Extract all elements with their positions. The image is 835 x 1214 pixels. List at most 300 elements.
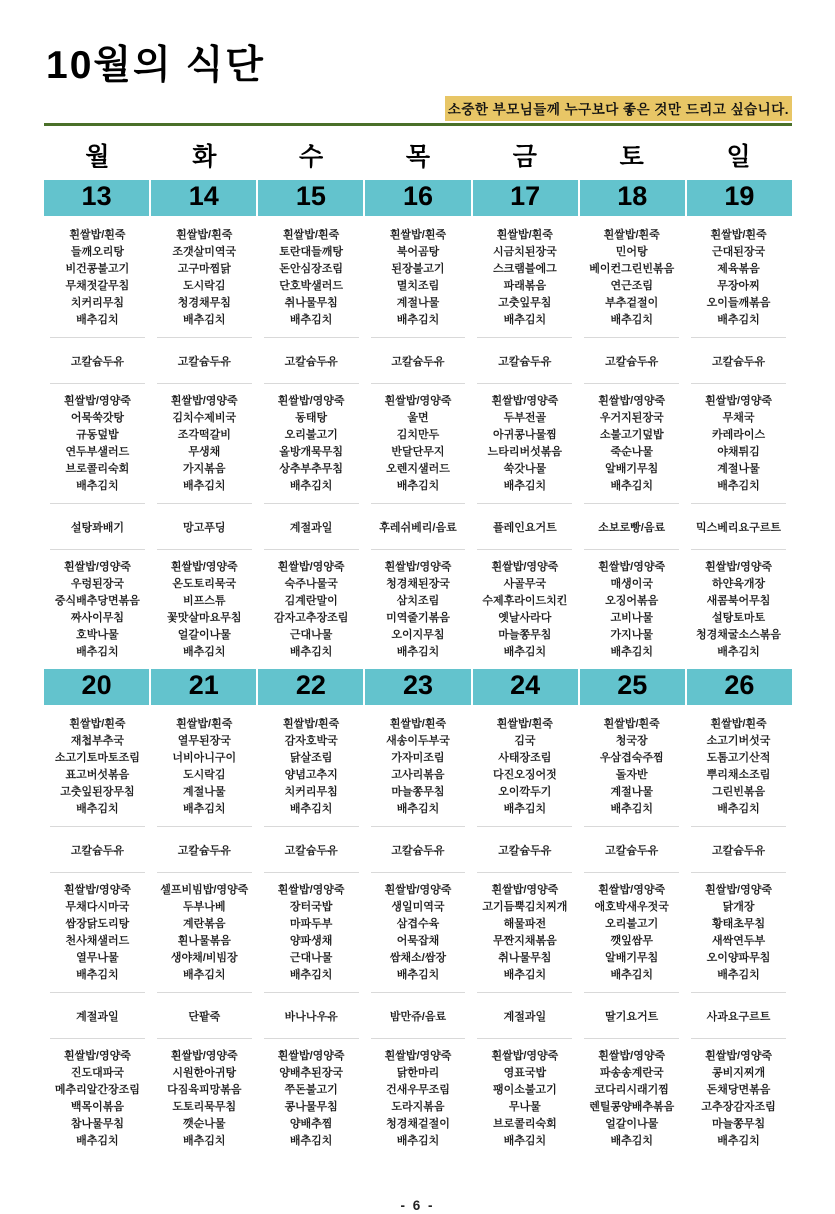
- meal-item: 흰쌀밥/영양죽: [384, 395, 452, 407]
- meal-item: 소불고기덮밥: [599, 429, 664, 441]
- meal-item: 고비나물: [610, 612, 653, 624]
- snack-cell: 딸기요거트: [584, 992, 679, 1039]
- meal-item: 들깨오리탕: [70, 246, 124, 258]
- date-cell: 17: [473, 180, 578, 216]
- snack-cell: 소보로빵/음료: [584, 503, 679, 550]
- meal-item: 배추김치: [289, 803, 333, 815]
- meal-item: 셀프비빔밥/영양죽: [160, 884, 249, 896]
- meal-item: 근대된장국: [711, 246, 766, 258]
- meal-item: 흰쌀밥/영양죽: [277, 1050, 345, 1062]
- meal-item: 흰쌀밥/흰죽: [389, 718, 447, 730]
- meal-item: 흰쌀밥/흰죽: [176, 229, 233, 241]
- meal-cell: [685, 707, 792, 826]
- meal-item: 알배기무침: [605, 463, 659, 475]
- meal-item: 사골무국: [503, 578, 547, 590]
- snack-cell: 계절과일: [477, 992, 572, 1039]
- meal-item: 양배추된장국: [279, 1067, 344, 1079]
- meal-item: 청국장: [615, 735, 648, 747]
- meal-item: 반달단무지: [391, 446, 445, 458]
- meal-item: 멸치조림: [396, 280, 440, 292]
- snack-cell: 고칼슘두유: [477, 337, 572, 384]
- meal-item: 흰쌀밥/영양죽: [491, 395, 559, 407]
- meal-item: 흰쌀밥/영양죽: [384, 884, 452, 896]
- page-number: - 6 -: [400, 1198, 435, 1213]
- meal-item: 숙주나물국: [284, 578, 338, 590]
- day-header-cell: 금: [512, 143, 537, 171]
- meal-item: 북어곰탕: [396, 246, 440, 258]
- meal-item: 무채다시마국: [65, 901, 130, 913]
- meal-cell: [578, 1039, 685, 1158]
- green-divider: [44, 123, 792, 126]
- meal-item: 흰쌀밥/영양죽: [170, 561, 238, 573]
- meal-item: 흰쌀밥/흰죽: [710, 229, 767, 241]
- meal-item: 부추겉절이: [605, 297, 659, 309]
- meal-item: 김치수제비국: [172, 412, 237, 424]
- meal-item: 오렌지샐러드: [386, 463, 450, 475]
- meal-item: 도시락김: [183, 280, 226, 292]
- meal-item: 흰쌀밥/영양죽: [277, 884, 345, 896]
- meal-item: 야채튀김: [717, 446, 760, 458]
- meal-item: 연근조림: [610, 280, 653, 292]
- lunch-row: [44, 384, 792, 503]
- meal-item: 흰쌀밥/영양죽: [705, 1050, 772, 1062]
- meal-item: 배추김치: [289, 969, 333, 981]
- meal-item: 짜사이무침: [70, 612, 124, 624]
- meal-item: 조각떡갈비: [177, 429, 231, 441]
- meal-item: 황태초무침: [711, 918, 766, 930]
- meal-cell: [685, 1039, 792, 1158]
- meal-cell: [471, 873, 578, 992]
- day-header-cell: 수: [299, 143, 324, 171]
- meal-cell: [578, 873, 685, 992]
- meal-item: 백목이볶음: [70, 1101, 124, 1113]
- meal-item: 배추김치: [503, 1135, 547, 1147]
- meal-item: 배추김치: [503, 803, 547, 815]
- snack-cell: 설탕꽈배기: [50, 503, 145, 550]
- meal-item: 비건콩불고기: [65, 263, 130, 275]
- meal-item: 도톰고기산적: [706, 752, 771, 764]
- meal-item: 닭살조림: [289, 752, 333, 764]
- meal-item: 배추김치: [610, 480, 653, 492]
- meal-item: 시원한아귀탕: [172, 1067, 237, 1079]
- meal-item: 배추김치: [183, 480, 226, 492]
- meal-cell: [258, 218, 365, 337]
- meal-item: 고추장감자조림: [701, 1101, 776, 1113]
- meal-item: 흰쌀밥/영양죽: [705, 561, 772, 573]
- meal-item: 꽃맛살마요무침: [167, 612, 242, 624]
- meal-cell: [44, 707, 151, 826]
- date-cell: 25: [580, 669, 685, 705]
- meal-item: 흰쌀밥/영양죽: [598, 395, 666, 407]
- meal-item: 흰쌀밥/영양죽: [491, 561, 559, 573]
- meal-item: 계절나물: [717, 463, 760, 475]
- meal-item: 흰쌀밥/흰죽: [603, 229, 660, 241]
- meal-item: 다짐육피망볶음: [167, 1084, 242, 1096]
- meal-item: 계절나물: [610, 786, 653, 798]
- meal-item: 김치만두: [396, 429, 440, 441]
- meal-item: 계절나물: [183, 786, 226, 798]
- meal-cell: [151, 707, 258, 826]
- meal-item: 하얀육개장: [711, 578, 766, 590]
- meal-item: 애호박새우젓국: [594, 901, 669, 913]
- meal-item: 흰쌀밥/영양죽: [705, 884, 772, 896]
- meal-item: 뿌리채소조림: [706, 769, 771, 781]
- meal-item: 온도토리묵국: [172, 578, 237, 590]
- meal-cell: [471, 1039, 578, 1158]
- meal-item: 고춧잎된장무침: [60, 786, 135, 798]
- subtitle-banner: 소중한 부모님들께 누구보다 좋은 것만 드리고 싶습니다.: [445, 96, 792, 121]
- breakfast-row: [44, 218, 792, 337]
- meal-item: 카레라이스: [711, 429, 766, 441]
- meal-item: 무장아찌: [717, 280, 760, 292]
- meal-item: 김국: [514, 735, 536, 747]
- meal-item: 배추김치: [717, 646, 760, 658]
- meal-cell: [44, 1039, 151, 1158]
- meal-item: 도라지볶음: [391, 1101, 445, 1113]
- meal-item: 배추김치: [396, 646, 440, 658]
- meal-item: 닭개장: [722, 901, 755, 913]
- meal-item: 천사채샐러드: [65, 935, 130, 947]
- meal-item: 상추부추무침: [279, 463, 344, 475]
- meal-cell: [578, 218, 685, 337]
- meal-item: 규동덮밥: [76, 429, 119, 441]
- meal-item: 시금치된장국: [492, 246, 557, 258]
- meal-item: 비프스튜: [183, 595, 226, 607]
- meal-item: 고사리볶음: [391, 769, 445, 781]
- meal-item: 콩비지찌개: [711, 1067, 766, 1079]
- meal-item: 두부전골: [503, 412, 547, 424]
- meal-item: 호박나물: [76, 629, 119, 641]
- meal-item: 다진오징어젓: [492, 769, 557, 781]
- meal-item: 마파두부: [289, 918, 333, 930]
- meal-item: 소고기토마토조림: [54, 752, 140, 764]
- meal-cell: [151, 873, 258, 992]
- meal-item: 참나물무침: [70, 1118, 124, 1130]
- meal-item: 콩나물무침: [284, 1101, 338, 1113]
- day-header-cell: 화: [192, 143, 217, 171]
- snack-cell: 고칼슘두유: [157, 826, 252, 873]
- snack-cell: 플레인요거트: [477, 503, 572, 550]
- meal-item: 배추김치: [717, 803, 760, 815]
- meal-item: 흰쌀밥/영양죽: [384, 561, 452, 573]
- meal-item: 배추김치: [396, 803, 440, 815]
- meal-item: 아귀콩나물찜: [492, 429, 557, 441]
- meal-item: 배추김치: [717, 1135, 760, 1147]
- meal-item: 도시락김: [183, 769, 226, 781]
- meal-item: 배추김치: [289, 646, 333, 658]
- meal-item: 조갯살미역국: [172, 246, 237, 258]
- date-cell: 16: [365, 180, 470, 216]
- meal-item: 배추김치: [76, 480, 119, 492]
- meal-item: 흰쌀밥/흰죽: [389, 229, 447, 241]
- meal-item: 돌자반: [615, 769, 648, 781]
- meal-item: 오이양파무침: [706, 952, 771, 964]
- meal-item: 흰쌀밥/영양죽: [64, 561, 131, 573]
- meal-item: 흰쌀밥/흰죽: [283, 718, 340, 730]
- day-header-cell: 목: [405, 143, 431, 171]
- meal-item: 양념고추지: [284, 769, 338, 781]
- meal-item: 흰쌀밥/영양죽: [598, 1050, 666, 1062]
- day-header-cell: 토: [619, 143, 644, 171]
- meal-item: 토란대들깨탕: [279, 246, 344, 258]
- meal-item: 삼겹수육: [396, 918, 440, 930]
- meal-item: 치커리무침: [70, 297, 124, 309]
- date-cell: 21: [151, 669, 256, 705]
- meal-item: 얼갈이나물: [605, 1118, 659, 1130]
- meal-item: 쌈장닭도리탕: [65, 918, 130, 930]
- lunch-row: [44, 873, 792, 992]
- date-cell: 22: [258, 669, 363, 705]
- snack-cell: 고칼슘두유: [371, 826, 466, 873]
- meal-cell: [258, 550, 365, 669]
- meal-cell: [471, 707, 578, 826]
- meal-item: 배추김치: [76, 969, 119, 981]
- morning_snack-row: [44, 826, 792, 873]
- meal-item: 배추김치: [76, 803, 119, 815]
- meal-cell: [151, 218, 258, 337]
- snack-cell: 고칼슘두유: [691, 826, 786, 873]
- meal-item: 메추리알간장조림: [54, 1084, 140, 1096]
- meal-item: 팽이소불고기: [492, 1084, 557, 1096]
- meal-item: 배추김치: [183, 969, 226, 981]
- meal-item: 고구마찜닭: [177, 263, 231, 275]
- meal-item: 계절나물: [396, 297, 440, 309]
- meal-item: 근대나물: [289, 952, 333, 964]
- meal-cell: [44, 550, 151, 669]
- meal-item: 스크램블에그: [492, 263, 557, 275]
- meal-item: 배추김치: [76, 646, 119, 658]
- meal-item: 해물파전: [503, 918, 547, 930]
- snack-cell: 고칼슘두유: [50, 337, 145, 384]
- meal-item: 느타리버섯볶음: [487, 446, 563, 458]
- meal-item: 수제후라이드치킨: [482, 595, 568, 607]
- meal-item: 흰쌀밥/영양죽: [384, 1050, 452, 1062]
- meal-item: 무생채: [188, 446, 221, 458]
- meal-item: 파송송계란국: [599, 1067, 664, 1079]
- meal-item: 무채젓갈무침: [65, 280, 130, 292]
- meal-item: 배추김치: [610, 969, 653, 981]
- meal-item: 미역줄기볶음: [386, 612, 450, 624]
- dinner-row: [44, 550, 792, 669]
- meal-cell: [685, 384, 792, 503]
- meal-item: 배추김치: [610, 1135, 653, 1147]
- meal-item: 감자호박국: [284, 735, 338, 747]
- meal-item: 너비아니구이: [172, 752, 237, 764]
- meal-item: 알배기무침: [605, 952, 659, 964]
- snack-cell: 계절과일: [264, 503, 359, 550]
- meal-item: 흰쌀밥/흰죽: [69, 229, 126, 241]
- meal-item: 죽순나물: [610, 446, 653, 458]
- snack-cell: 고칼슘두유: [371, 337, 466, 384]
- meal-item: 취나물무침: [498, 952, 552, 964]
- meal-item: 흰쌀밥/영양죽: [491, 884, 559, 896]
- meal-item: 양파생채: [289, 935, 333, 947]
- meal-item: 김계란말이: [284, 595, 338, 607]
- meal-item: 쌈채소/쌈장: [389, 952, 447, 964]
- meal-item: 울면: [407, 412, 429, 424]
- meal-item: 흰쌀밥/영양죽: [170, 395, 238, 407]
- meal-item: 소고기버섯국: [706, 735, 771, 747]
- meal-item: 배추김치: [396, 480, 440, 492]
- meal-item: 오징어볶음: [605, 595, 659, 607]
- meal-item: 흰쌀밥/흰죽: [710, 718, 767, 730]
- meal-item: 청경채된장국: [386, 578, 450, 590]
- meal-item: 청경채겉절이: [386, 1118, 450, 1130]
- meal-item: 배추김치: [717, 314, 760, 326]
- meal-item: 단호박샐러드: [279, 280, 344, 292]
- meal-cell: [578, 707, 685, 826]
- snack-cell: 사과요구르트: [691, 992, 786, 1039]
- meal-cell: [365, 1039, 472, 1158]
- meal-item: 배추김치: [610, 314, 653, 326]
- snack-cell: 망고푸딩: [157, 503, 252, 550]
- meal-cell: [258, 1039, 365, 1158]
- meal-cell: [365, 550, 472, 669]
- meal-item: 배추김치: [610, 646, 653, 658]
- meal-item: 무채국: [722, 412, 755, 424]
- meal-item: 흰쌀밥/영양죽: [491, 1050, 559, 1062]
- meal-item: 새송이두부국: [386, 735, 450, 747]
- meal-item: 청경채무침: [177, 297, 231, 309]
- meal-item: 새콤북어무침: [706, 595, 771, 607]
- meal-item: 배추김치: [289, 314, 333, 326]
- meal-item: 배추김치: [76, 1135, 119, 1147]
- meal-item: 두부나베: [183, 901, 226, 913]
- meal-item: 우삼겹숙주찜: [599, 752, 664, 764]
- meal-cell: [685, 218, 792, 337]
- meal-item: 배추김치: [183, 646, 226, 658]
- meal-item: 장터국밥: [289, 901, 333, 913]
- meal-item: 브로콜리숙회: [492, 1118, 557, 1130]
- meal-item: 배추김치: [183, 1135, 226, 1147]
- meal-item: 흰쌀밥/흰죽: [496, 229, 553, 241]
- meal-item: 흰쌀밥/흰죽: [69, 718, 126, 730]
- meal-item: 양배추찜: [289, 1118, 333, 1130]
- snack-cell: 단팥죽: [157, 992, 252, 1039]
- meal-item: 깻순나물: [183, 1118, 226, 1130]
- meal-item: 건새우무조림: [386, 1084, 450, 1096]
- meal-item: 설탕토마토: [711, 612, 766, 624]
- meal-item: 마늘쫑무침: [498, 629, 552, 641]
- date-band-row: [44, 669, 792, 705]
- meal-cell: [365, 873, 472, 992]
- meal-item: 표고버섯볶음: [65, 769, 130, 781]
- meal-item: 우거지된장국: [599, 412, 664, 424]
- meal-item: 닭한마리: [396, 1067, 440, 1079]
- meal-item: 흰쌀밥/영양죽: [598, 561, 666, 573]
- meal-item: 배추김치: [289, 1135, 333, 1147]
- meal-item: 흰쌀밥/영양죽: [170, 1050, 238, 1062]
- meal-item: 돈안심장조림: [279, 263, 344, 275]
- meal-item: 올방개묵무침: [279, 446, 344, 458]
- meal-item: 배추김치: [503, 646, 547, 658]
- snack-cell: 후레쉬베리/음료: [371, 503, 466, 550]
- meal-item: 배추김치: [717, 969, 760, 981]
- meal-item: 코다리시래기찜: [594, 1084, 669, 1096]
- meal-item: 배추김치: [610, 803, 653, 815]
- meal-item: 마늘쫑무침: [711, 1118, 766, 1130]
- meal-cell: [258, 873, 365, 992]
- meal-item: 배추김치: [76, 314, 119, 326]
- meal-item: 계란볶음: [183, 918, 226, 930]
- meal-item: 삼치조림: [396, 595, 440, 607]
- meal-item: 사태장조림: [498, 752, 552, 764]
- meal-item: 배추김치: [503, 314, 547, 326]
- meal-item: 도토리묵무침: [172, 1101, 237, 1113]
- meal-cell: [44, 218, 151, 337]
- snack-cell: 고칼슘두유: [691, 337, 786, 384]
- morning_snack-row: [44, 337, 792, 384]
- menu-page: [44, 34, 792, 1158]
- meal-item: 흰쌀밥/영양죽: [277, 395, 345, 407]
- meal-cell: [365, 218, 472, 337]
- meal-item: 흰쌀밥/영양죽: [277, 561, 345, 573]
- meal-cell: [151, 550, 258, 669]
- meal-item: 흰쌀밥/영양죽: [64, 1050, 131, 1062]
- afternoon_snack-row: [44, 503, 792, 550]
- meal-item: 배추김치: [289, 480, 333, 492]
- meal-cell: [578, 550, 685, 669]
- snack-cell: 고칼슘두유: [264, 826, 359, 873]
- meal-item: 그린빈볶음: [711, 786, 766, 798]
- snack-cell: 계절과일: [50, 992, 145, 1039]
- date-cell: 20: [44, 669, 149, 705]
- meal-cell: [471, 550, 578, 669]
- meal-item: 얼갈이나물: [177, 629, 231, 641]
- day-header-cell: 일: [726, 143, 751, 171]
- meal-item: 파래볶음: [503, 280, 547, 292]
- date-cell: 15: [258, 180, 363, 216]
- snack-cell: 고칼슘두유: [584, 826, 679, 873]
- meal-item: 흰쌀밥/영양죽: [64, 884, 131, 896]
- meal-item: 생야채/비빔장: [170, 952, 238, 964]
- date-band-row: [44, 180, 792, 216]
- meal-item: 흰쌀밥/흰죽: [603, 718, 660, 730]
- meal-item: 진도대파국: [70, 1067, 124, 1079]
- date-cell: 14: [151, 180, 256, 216]
- meal-item: 가지볶음: [183, 463, 226, 475]
- meal-cell: [685, 550, 792, 669]
- dinner-row: [44, 1039, 792, 1158]
- day-header-row: [44, 132, 792, 180]
- meal-item: 생일미역국: [391, 901, 445, 913]
- breakfast-row: [44, 707, 792, 826]
- snack-cell: 고칼슘두유: [264, 337, 359, 384]
- meal-item: 돈채당면볶음: [706, 1084, 771, 1096]
- meal-item: 매생이국: [610, 578, 653, 590]
- date-cell: 19: [687, 180, 792, 216]
- meal-item: 브로콜리숙회: [65, 463, 130, 475]
- meal-item: 깻잎쌈무: [610, 935, 653, 947]
- meal-item: 근대나물: [289, 629, 333, 641]
- meal-item: 흰쌀밥/흰죽: [176, 718, 233, 730]
- page-title: 10월의 식단: [46, 44, 265, 87]
- meal-cell: [685, 873, 792, 992]
- meal-cell: [258, 707, 365, 826]
- meal-item: 새싹연두부: [711, 935, 766, 947]
- meal-cell: [471, 384, 578, 503]
- meal-item: 연두부샐러드: [65, 446, 130, 458]
- meal-item: 배추김치: [183, 314, 226, 326]
- meal-item: 고춧잎무침: [498, 297, 552, 309]
- meal-item: 배추김치: [717, 480, 760, 492]
- snack-cell: 믹스베리요구르트: [691, 503, 786, 550]
- meal-item: 오리불고기: [605, 918, 659, 930]
- meal-item: 우렁된장국: [70, 578, 124, 590]
- meal-item: 청경채굴소스볶음: [696, 629, 782, 641]
- date-cell: 13: [44, 180, 149, 216]
- meal-item: 오리불고기: [284, 429, 338, 441]
